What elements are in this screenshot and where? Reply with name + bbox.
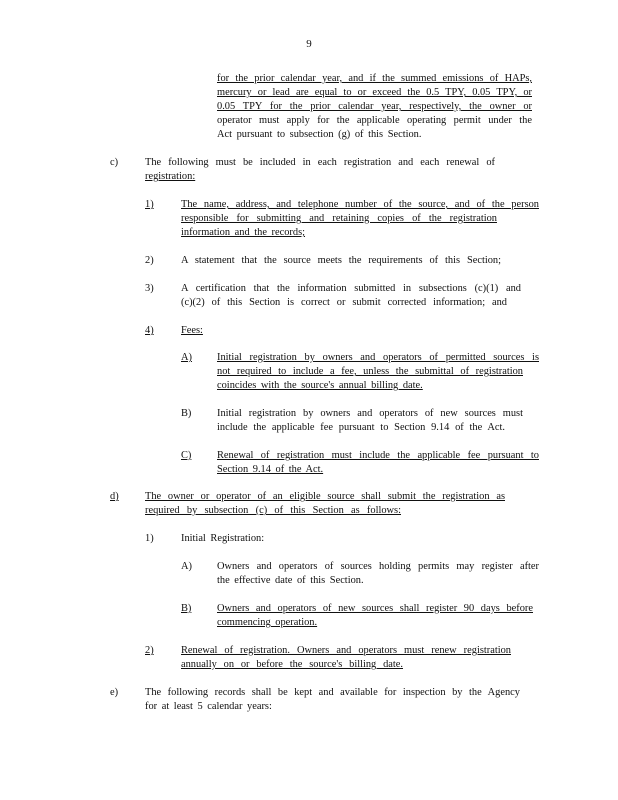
fee-c-label: C) xyxy=(181,450,192,461)
fee-b-label: B) xyxy=(181,408,192,419)
text-line: operator must apply for the applicable operating permit under the xyxy=(217,115,532,126)
d-item-2-text xyxy=(181,644,511,672)
d-item-2-label: 2) xyxy=(145,645,154,656)
fee-c-text xyxy=(217,449,539,477)
text-line: Initial registration by owners and operators of new sources must xyxy=(217,408,523,419)
d-sub-b-text xyxy=(217,602,533,630)
text-line: Section 9.14 of the Act. xyxy=(217,464,324,475)
d-sub-a-text xyxy=(217,560,539,588)
page-number: 9 xyxy=(306,38,312,50)
fees-heading: Fees: xyxy=(181,325,203,336)
text-line: the effective date of this Section. xyxy=(217,575,364,586)
text-line: annually on or before the source's billing date. xyxy=(181,659,403,670)
text-line: for at least 5 calendar years: xyxy=(145,701,272,712)
text-line: information and the records; xyxy=(181,227,306,238)
c-item-1-text xyxy=(181,198,539,240)
text-line: coincides with the source's annual billing date. xyxy=(217,380,423,391)
text-line: 0.05 TPY for the prior calendar year, respectively, the owner or xyxy=(217,101,532,112)
text-line: mercury or lead are equal to or exceed the 0.5 TPY, 0.05 TPY, or xyxy=(217,87,532,98)
section-c-text xyxy=(145,156,495,184)
text-line: (c)(2) of this Section is correct or submit corrected information; and xyxy=(181,297,507,308)
fee-b-text xyxy=(217,407,523,435)
section-e-text xyxy=(145,686,520,714)
section-c-label: c) xyxy=(110,157,119,168)
text-line: Owners and operators of new sources shall register 90 days before xyxy=(217,603,533,614)
text-line: include the applicable fee pursuant to Section 9.14 of the Act. xyxy=(217,422,505,433)
text-line: Initial registration by owners and operators of permitted sources is xyxy=(217,352,539,363)
text-line: The owner or operator of an eligible source shall submit the registration as xyxy=(145,491,505,502)
text-line: A certification that the information submitted in subsections (c)(1) and xyxy=(181,283,521,294)
text-line: The name, address, and telephone number of the source, and of the person xyxy=(181,199,539,210)
c-item-4-label: 4) xyxy=(145,325,154,336)
initial-registration-heading: Initial Registration: xyxy=(181,533,265,544)
text-line: Renewal of registration must include the applicable fee pursuant to xyxy=(217,450,539,461)
text-line: Act pursuant to subsection (g) of this Section. xyxy=(217,129,422,140)
text-line: responsible for submitting and retaining copies of the registration xyxy=(181,213,497,224)
text-line: The following records shall be kept and available for inspection by the Agency xyxy=(145,687,520,698)
fee-a-label: A) xyxy=(181,352,192,363)
text-line: commencing operation. xyxy=(217,617,318,628)
text-line: not required to include a fee, unless the submittal of registration xyxy=(217,366,523,377)
text-line: The following must be included in each registration and each renewal of xyxy=(145,157,495,168)
section-d-label: d) xyxy=(110,491,119,502)
c-item-3-label: 3) xyxy=(145,283,154,294)
d-sub-b-label: B) xyxy=(181,603,192,614)
text-line: for the prior calendar year, and if the summed emissions of HAPs, xyxy=(217,73,532,84)
fee-a-text xyxy=(217,351,539,393)
c-item-3-text xyxy=(181,282,521,310)
text-line: required by subsection (c) of this Section as follows: xyxy=(145,505,401,516)
section-e-label: e) xyxy=(110,687,119,698)
d-item-1-label: 1) xyxy=(145,533,154,544)
c-item-2-label: 2) xyxy=(145,255,154,266)
d-sub-a-label: A) xyxy=(181,561,192,572)
continuation-paragraph xyxy=(217,72,532,142)
text-line: Renewal of registration. Owners and operators must renew registration xyxy=(181,645,511,656)
text-line: A statement that the source meets the requirements of this Section; xyxy=(181,255,501,266)
section-d-text xyxy=(145,490,505,518)
c-item-2-text xyxy=(181,254,501,268)
text-line: Owners and operators of sources holding permits may register after xyxy=(217,561,539,572)
c-item-1-label: 1) xyxy=(145,199,154,210)
text-line: registration: xyxy=(145,171,196,182)
